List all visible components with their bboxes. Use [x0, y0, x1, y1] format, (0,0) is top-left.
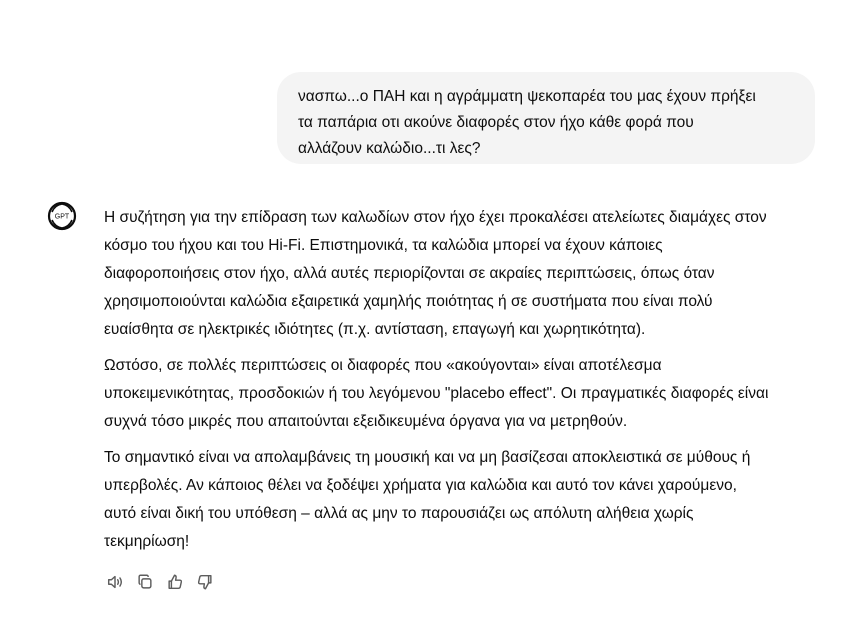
- thumbs-down-icon: [196, 573, 214, 591]
- bad-response-button[interactable]: [194, 570, 216, 594]
- message-action-bar: [104, 570, 216, 594]
- speaker-icon: [106, 573, 124, 591]
- good-response-button[interactable]: [164, 570, 186, 594]
- assistant-line: κόσμο του ήχου και του Hi-Fi. Επιστημονικά, τα καλώδια μπορεί να έχουν κάποιες: [104, 237, 663, 254]
- assistant-paragraph: [104, 352, 824, 436]
- user-message-bubble: [277, 72, 815, 164]
- thumbs-up-icon: [166, 573, 184, 591]
- copy-button[interactable]: [134, 570, 156, 594]
- assistant-line: υπερβολές. Αν κάποιος θέλει να ξοδέψει χρήματα για καλώδια και αυτό τον κάνει χαρούμενο,: [104, 477, 737, 494]
- assistant-line: χρησιμοποιούνται καλώδια εξαιρετικά χαμηλής ποιότητας ή σε συστήματα που είναι πολύ: [104, 293, 713, 310]
- assistant-paragraph: [104, 444, 824, 556]
- user-message-line: νασπω...ο ΠΑΗ και η αγράμματη ψεκοπαρέα του μας έχουν πρήξει: [298, 88, 756, 105]
- assistant-line: τεκμηρίωση!: [104, 533, 190, 550]
- user-message-line: τα παπάρια οτι ακούνε διαφορές στον ήχο κάθε φορά που: [298, 114, 694, 131]
- assistant-line: συχνά τόσο μικρές που απαιτούνται εξειδικευμένα όργανα για να μετρηθούν.: [104, 413, 628, 430]
- assistant-line: υποκειμενικότητας, προσδοκιών ή του λεγόμενου "placebo effect". Οι πραγματικές διαφορές είναι: [104, 385, 769, 402]
- user-message-line: αλλάζουν καλώδιο...τι λες?: [298, 140, 481, 157]
- assistant-line: αυτό είναι δική του υπόθεση – αλλά ας μην το παρουσιάζει ως απόλυτη αλήθεια χωρίς: [104, 505, 694, 522]
- assistant-message: [104, 204, 824, 564]
- assistant-line: Η συζήτηση για την επίδραση των καλωδίων στον ήχο έχει προκαλέσει ατελείωτες διαμάχες στον: [104, 209, 767, 226]
- assistant-line: ευαίσθητα σε ηλεκτρικές ιδιότητες (π.χ. αντίσταση, επαγωγή και χωρητικότητα).: [104, 321, 646, 338]
- assistant-line: Ωστόσο, σε πολλές περιπτώσεις οι διαφορές που «ακούγονται» είναι αποτέλεσμα: [104, 357, 662, 374]
- assistant-line: Το σημαντικό είναι να απολαμβάνεις τη μουσική και να μη βασίζεσαι αποκλειστικά σε μύθους ή: [104, 449, 751, 466]
- avatar-label: GPT: [54, 213, 70, 221]
- assistant-paragraph: [104, 204, 824, 344]
- copy-icon: [136, 573, 154, 591]
- read-aloud-button[interactable]: [104, 570, 126, 594]
- assistant-avatar-icon: [46, 200, 78, 232]
- assistant-line: διαφοροποιήσεις στον ήχο, αλλά αυτές περιορίζονται σε ακραίες περιπτώσεις, όπως όταν: [104, 265, 715, 282]
